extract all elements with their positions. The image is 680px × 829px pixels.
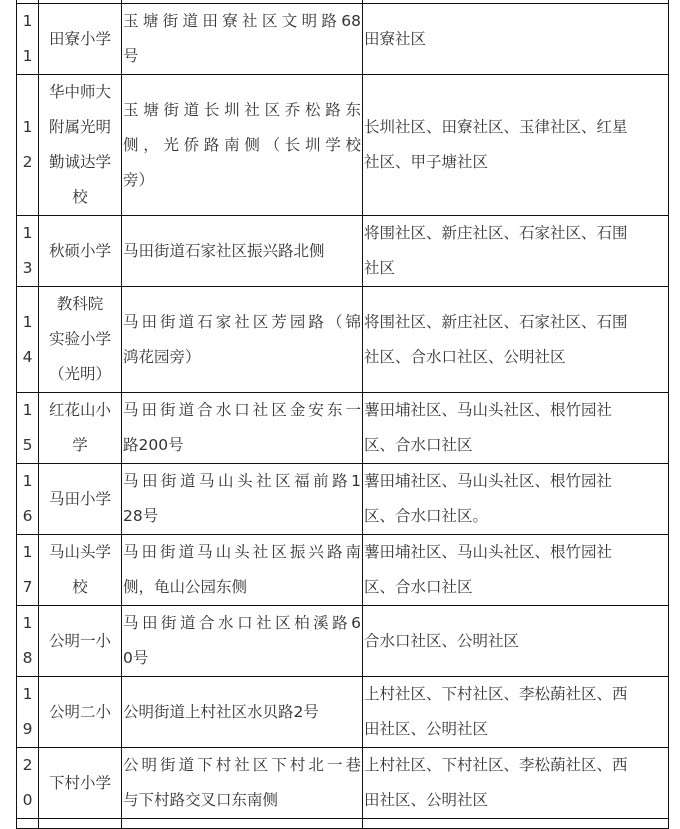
school-zone-table [16,0,669,829]
cell-line: 马田小学 [48,489,111,508]
cell-line: 公明街道上村社区水贝路2号 [123,702,319,721]
cell-line: 薯田埔社区、马山头社区、根竹园社 [364,472,613,490]
cell-line: 9 [22,720,33,738]
cell-line: 4 [22,347,33,366]
cell-line: 公明二小 [48,702,111,721]
cell-line: 0 [22,791,33,809]
cell-line: 路200号 [123,436,184,454]
table-row [17,464,669,535]
cell-line: 校 [72,578,88,596]
cell-line: 合水口社区、公明社区 [364,631,520,650]
cell-line: 1 [22,118,33,136]
cell-line: 上村社区、下村社区、李松蓢社区、西 [364,756,628,774]
address-cell [122,677,363,748]
school-name-cell [39,75,122,216]
school-name-cell [39,287,122,393]
table-row [17,393,669,464]
cell-line: 马田街道马山头社区振兴路南 [123,543,361,561]
cell-line: 红花山小 [48,401,111,419]
school-name-cell [39,677,122,748]
cell-line: 马田街道石家社区振兴路北侧 [123,241,325,260]
cell-line: 1 [22,543,33,561]
school-name-cell [39,606,122,677]
cell-line: 1 [22,614,33,632]
cell-line: 8 [22,649,33,667]
cell-line: 1 [22,472,33,490]
cell-line: 28号 [123,507,159,525]
cell-line: 薯田埔社区、马山头社区、根竹园社 [364,543,613,561]
address-cell [122,606,363,677]
cell-line: 玉塘街道田寮社区文明路68 [123,12,361,30]
cell-line: 1 [22,401,33,419]
no-cell [17,464,39,535]
cell-line: 1 [22,12,33,30]
address-cell [122,4,363,75]
zone-cell [363,535,669,606]
table-row [17,75,669,216]
cell-line: 3 [22,259,33,277]
zone-cell [363,75,669,216]
no-cell [17,216,39,287]
table-cell [17,819,39,829]
zone-cell [363,287,669,393]
cell-line: 旁） [123,170,155,189]
table-row-partial [17,819,669,829]
cell-line: 田寮小学 [48,29,111,48]
school-name-cell [39,535,122,606]
no-cell [17,287,39,393]
table-row [17,606,669,677]
cell-line: 公明一小 [48,631,111,650]
cell-line: 社区、甲子塘社区 [364,153,489,171]
cell-line: 2 [22,153,33,171]
no-cell [17,677,39,748]
cell-line: 马田街道马山头社区福前路1 [123,472,361,490]
table-row [17,216,669,287]
address-cell [122,535,363,606]
cell-line: 将围社区、新庄社区、石家社区、石围 [364,224,628,242]
table-row [17,677,669,748]
address-cell [122,216,363,287]
school-name-cell [39,4,122,75]
cell-line: 社区、合水口社区、公明社区 [364,347,566,366]
cell-line: 玉塘街道长圳社区乔松路东 [123,100,361,119]
cell-line: 马田街道石家社区芳园路（锦 [123,312,361,331]
address-cell [122,464,363,535]
cell-line: 号 [123,47,139,65]
address-cell [122,393,363,464]
school-name-cell [39,393,122,464]
cell-line: 教科院 [56,295,104,313]
cell-line: 1 [22,685,33,703]
table-cell [122,819,363,829]
cell-line: 1 [22,224,33,242]
cell-line: 校 [72,188,88,206]
cell-line: 秋硕小学 [48,241,111,260]
cell-line: 区、合水口社区 [364,436,473,454]
cell-line: 马田街道合水口社区柏溪路6 [123,614,361,632]
cell-line: 薯田埔社区、马山头社区、根竹园社 [364,401,613,419]
no-cell [17,75,39,216]
cell-line: 实验小学 [48,330,111,348]
address-cell [122,75,363,216]
cell-line: 鸿花园旁） [123,347,201,366]
cell-line: 田社区、公明社区 [364,791,489,809]
cell-line: 田社区、公明社区 [364,720,489,738]
cell-line: 0号 [123,649,149,667]
cell-line: 勤诚达学 [48,153,111,171]
cell-line: 将围社区、新庄社区、石家社区、石围 [364,312,628,331]
no-cell [17,393,39,464]
cell-line: 马山头学 [48,543,111,561]
cell-line: 1 [22,312,33,331]
cell-line: 1 [22,47,33,65]
cell-line: 华中师大 [48,83,111,101]
cell-line: 学 [72,436,88,454]
cell-line: 马田街道合水口社区金安东一 [123,401,361,419]
zone-cell [363,393,669,464]
table-row [17,4,669,75]
cell-line: 侧，龟山公园东侧 [123,578,248,596]
cell-line: 长圳社区、田寮社区、玉律社区、红星 [364,118,628,136]
school-name-cell [39,464,122,535]
cell-line: 田寮社区 [364,29,427,48]
cell-line: 2 [22,756,33,774]
school-name-cell [39,216,122,287]
zone-cell [363,4,669,75]
cell-line: 侧，光侨路南侧（长圳学校 [123,135,361,154]
table-cell [363,819,669,829]
table-row [17,287,669,393]
address-cell [122,287,363,393]
zone-cell [363,464,669,535]
no-cell [17,4,39,75]
cell-line: 区、合水口社区。 [364,507,489,525]
cell-line: 上村社区、下村社区、李松蓢社区、西 [364,685,628,703]
cell-line: 7 [22,578,33,596]
cell-line: 下村小学 [48,773,111,792]
cell-line: 6 [22,507,33,525]
cell-line: 社区 [364,259,396,277]
table-cell [39,819,122,829]
zone-cell [363,606,669,677]
no-cell [17,535,39,606]
table-row [17,535,669,606]
cell-line: 区、合水口社区 [364,578,473,596]
cell-line: （光明） [48,365,111,383]
zone-cell [363,216,669,287]
zone-cell [363,677,669,748]
no-cell [17,606,39,677]
cell-line: 公明街道下村社区下村北一巷 [123,756,361,774]
cell-line: 附属光明 [48,118,111,136]
cell-line: 与下村路交叉口东南侧 [123,791,279,809]
cell-line: 5 [22,436,33,454]
